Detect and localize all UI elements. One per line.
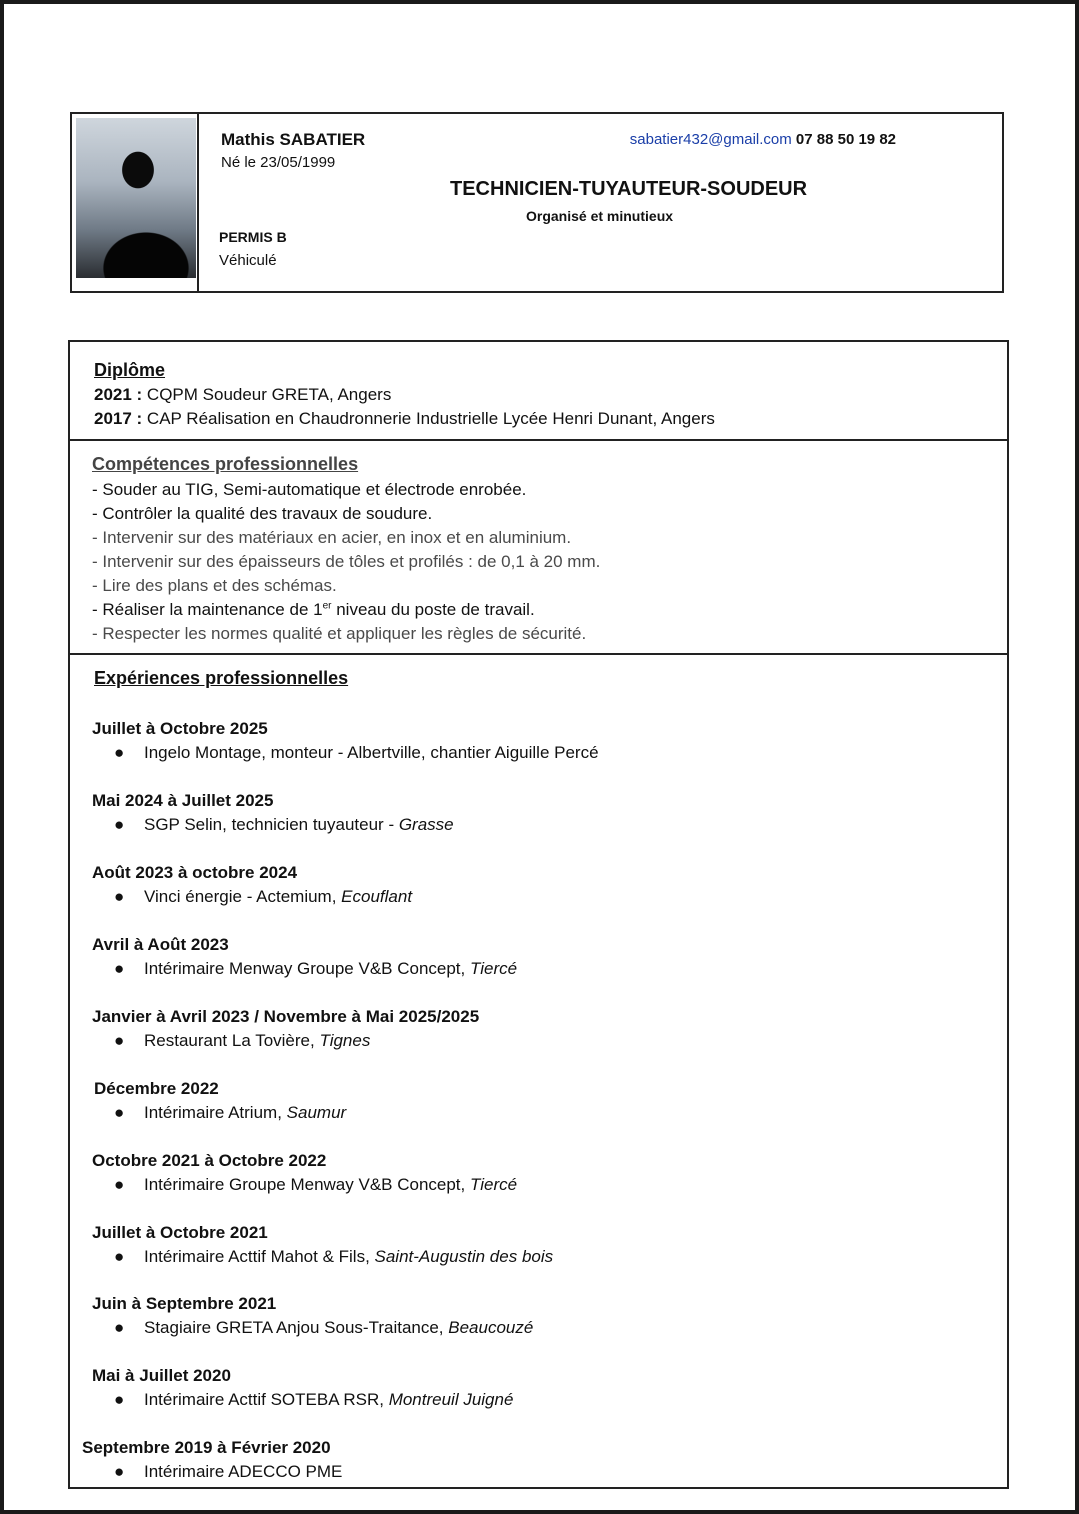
- experience-period: Août 2023 à octobre 2024: [92, 863, 298, 882]
- bullet-icon: ●: [114, 887, 125, 906]
- experience-item: [114, 815, 454, 835]
- experience-item: [114, 959, 517, 979]
- contact-line: [630, 131, 896, 148]
- competence-item: - Contrôler la qualité des travaux de soudure.: [92, 504, 433, 523]
- experience-period: Juin à Septembre 2021: [92, 1294, 277, 1313]
- competences-title: Compétences professionnelles: [92, 454, 359, 474]
- experience-job: SGP Selin, technicien tuyauteur -: [144, 815, 399, 834]
- diplome-item: [94, 385, 391, 405]
- experience-period: Juillet à Octobre 2021: [92, 1223, 268, 1242]
- bullet-icon: ●: [114, 1247, 125, 1266]
- birth-date: Né le 23/05/1999: [221, 154, 336, 171]
- experience-period: Avril à Août 2023: [92, 935, 229, 954]
- bullet-icon: ●: [114, 815, 125, 834]
- bullet-icon: ●: [114, 1390, 125, 1409]
- experience-location: Tiercé: [469, 1175, 518, 1194]
- resume-page: [4, 4, 1075, 1510]
- main-box: [68, 340, 1009, 1489]
- experience-location: Tignes: [319, 1031, 371, 1050]
- experience-location: Beaucouzé: [448, 1318, 534, 1337]
- superscript: er: [322, 600, 332, 612]
- diplome-year: 2021 :: [94, 385, 143, 404]
- profile-photo: [76, 118, 196, 278]
- diplome-item: [94, 409, 715, 429]
- phone-number: 07 88 50 19 82: [795, 131, 896, 148]
- experiences-title: Expériences professionnelles: [94, 668, 349, 688]
- bullet-icon: ●: [114, 1103, 125, 1122]
- diplome-text: CQPM Soudeur GRETA, Angers: [142, 385, 392, 404]
- bullet-icon: ●: [114, 959, 125, 978]
- experience-job: Restaurant La Tovière,: [144, 1031, 320, 1050]
- competence-item: - Souder au TIG, Semi-automatique et électrode enrobée.: [92, 480, 527, 499]
- experience-period: Juillet à Octobre 2025: [92, 719, 268, 738]
- competence-item: - Respecter les normes qualité et appliquer les règles de sécurité.: [92, 624, 587, 643]
- experience-item: [114, 1318, 533, 1338]
- experience-item: [114, 1031, 370, 1051]
- bullet-icon: ●: [114, 1462, 125, 1481]
- experience-item: [114, 743, 599, 763]
- bullet-icon: ●: [114, 1175, 125, 1194]
- experience-period: Octobre 2021 à Octobre 2022: [92, 1151, 327, 1170]
- experience-period: Mai à Juillet 2020: [92, 1366, 231, 1385]
- experience-job: Stagiaire GRETA Anjou Sous-Traitance,: [144, 1318, 449, 1337]
- experience-location: Saumur: [286, 1103, 347, 1122]
- diplome-year: 2017 :: [94, 409, 143, 428]
- experience-job: Intérimaire Acttif SOTEBA RSR,: [144, 1390, 389, 1409]
- experience-job: Intérimaire Menway Groupe V&B Concept,: [144, 959, 470, 978]
- competence-item: - Intervenir sur des matériaux en acier, en inox et en aluminium.: [92, 528, 572, 547]
- experience-period: Décembre 2022: [94, 1079, 219, 1098]
- header-box: [70, 112, 1004, 293]
- experience-location: Ecouflant: [341, 887, 413, 906]
- experience-location: Saint-Augustin des bois: [374, 1247, 554, 1266]
- job-title: TECHNICIEN-TUYAUTEUR-SOUDEUR: [450, 178, 808, 200]
- candidate-name: Mathis SABATIER: [221, 130, 366, 149]
- experience-item: [114, 1390, 513, 1410]
- vehicule-label: Véhiculé: [219, 252, 277, 269]
- experience-item: [114, 1103, 346, 1123]
- experience-job: Intérimaire Acttif Mahot & Fils,: [144, 1247, 375, 1266]
- experience-location: Montreuil Juigné: [388, 1390, 514, 1409]
- bullet-icon: ●: [114, 743, 125, 762]
- competence-text: - Réaliser la maintenance de 1: [92, 600, 323, 619]
- experience-job: Ingelo Montage, monteur - Albertville, chantier Aiguille Percé: [144, 743, 599, 762]
- competence-item: - Lire des plans et des schémas.: [92, 576, 337, 595]
- experience-job: Intérimaire ADECCO PME: [144, 1462, 343, 1481]
- bullet-icon: ●: [114, 1031, 125, 1050]
- experience-item: [114, 1175, 517, 1195]
- experience-period: Mai 2024 à Juillet 2025: [92, 791, 274, 810]
- experience-period: Septembre 2019 à Février 2020: [82, 1438, 331, 1457]
- photo-cell: [72, 114, 199, 291]
- experience-job: Vinci énergie - Actemium,: [144, 887, 342, 906]
- tagline: Organisé et minutieux: [526, 208, 674, 224]
- experience-job: Intérimaire Atrium,: [144, 1103, 287, 1122]
- competence-item: - Intervenir sur des épaisseurs de tôles et profilés : de 0,1 à 20 mm.: [92, 552, 601, 571]
- email-link[interactable]: sabatier432@gmail.com: [629, 131, 792, 148]
- experience-location: Grasse: [398, 815, 454, 834]
- diplome-text: CAP Réalisation en Chaudronnerie Industrielle Lycée Henri Dunant, Angers: [142, 409, 715, 428]
- experience-item: [114, 887, 412, 907]
- section-divider: [70, 439, 1007, 441]
- bullet-icon: ●: [114, 1318, 125, 1337]
- experience-location: Tiercé: [469, 959, 518, 978]
- competence-text-rest: niveau du poste de travail.: [331, 600, 535, 619]
- experience-item: [114, 1462, 342, 1482]
- permis-label: PERMIS B: [219, 229, 287, 245]
- section-divider: [70, 653, 1007, 655]
- experience-item: [114, 1247, 553, 1267]
- experience-job: Intérimaire Groupe Menway V&B Concept,: [144, 1175, 470, 1194]
- diplome-title: Diplôme: [94, 360, 166, 380]
- experience-period: Janvier à Avril 2023 / Novembre à Mai 2025/2025: [92, 1007, 480, 1026]
- competence-item: [92, 600, 535, 620]
